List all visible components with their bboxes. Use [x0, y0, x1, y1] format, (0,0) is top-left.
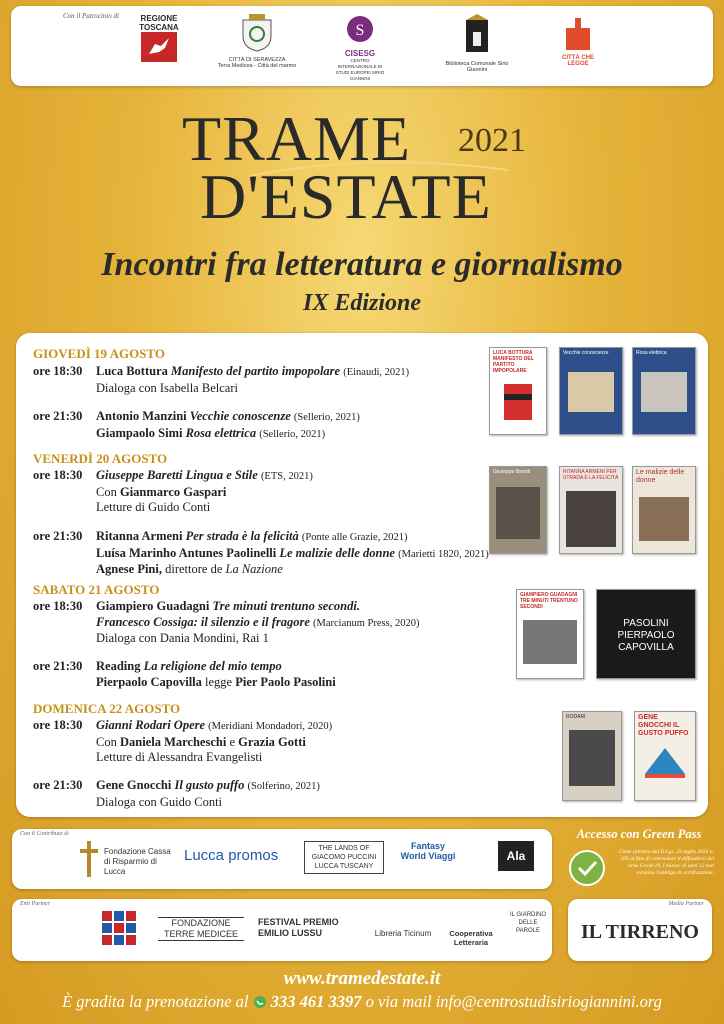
- day-heading: DOMENICA 22 AGOSTO: [33, 701, 181, 716]
- book-cover-rodari: RODARI: [562, 711, 622, 801]
- book-illustration: [490, 376, 546, 426]
- pegasus-icon: [141, 32, 177, 62]
- ala-logo: Ala: [498, 841, 534, 871]
- subtitle: Incontri fra letteratura e giornalismo: [101, 246, 623, 283]
- program-panel: [16, 333, 708, 817]
- book-illustration: [635, 740, 695, 780]
- seravezza-logo: CITTÀ DI SERAVEZZA Terra Medicea - Città del marmo: [217, 12, 297, 69]
- event-8: ore 21:30 Gene Gnocchi Il gusto puffo (Solferino, 2021) Dialoga con Guido Conti: [33, 778, 320, 809]
- biblioteca-logo: Biblioteca Comunale Sirio Giannini: [445, 14, 509, 73]
- day-heading: VENERDÌ 20 AGOSTO: [33, 451, 168, 466]
- il-tirreno-logo: IL TIRRENO: [580, 921, 699, 943]
- citta-che-legge-logo: CITTÀ CHE LEGGE: [551, 16, 605, 67]
- giardino-parole-logo: IL GIARDINO DELLE PAROLE: [509, 912, 547, 934]
- regione-toscana-logo: REGIONE TOSCANA: [135, 14, 183, 67]
- terre-medicee-logo: FONDAZIONE TERRE MEDICEE: [158, 917, 244, 941]
- green-pass-badge-icon: [568, 849, 606, 887]
- cooperativa-letteraria-logo: Cooperativa Letteraria: [449, 929, 493, 947]
- website-link[interactable]: www.tramedestate.it: [283, 968, 441, 989]
- title-line-1: TRAME: [182, 103, 411, 174]
- book-cover-gnocchi: GENE GNOCCHI IL GUSTO PUFFO: [634, 711, 696, 801]
- cross-icon: [78, 839, 100, 879]
- citta-che-legge-icon: [563, 16, 593, 50]
- event-2: ore 21:30 Antonio Manzini Vecchie conoscenze (Sellerio, 2021) Giampaolo Simi Rosa elettrica (Sellerio, 2021): [33, 409, 360, 440]
- event-4: ore 21:30 Ritanna Armeni Per strada è la felicità (Ponte alle Grazie, 2021) Luísa Marinho Antunes Paolinelli Le malizie delle donne (Marietti 1820, 2021) Agnese Pini, direttore de La Nazione: [33, 529, 489, 576]
- event-6: ore 21:30 Reading La religione del mio tempo Pierpaolo Capovilla legge Pier Paolo Pasolini: [33, 659, 336, 689]
- booking-info: È gradita la prenotazione al 333 461 3397 o via mail info@centrostudisiriogiannini.org: [62, 992, 662, 1011]
- premio-lussu-logo: FESTIVAL PREMIO EMILIO LUSSU: [258, 917, 339, 938]
- cisesg-logo: S CISESG CENTRO INTERNAZIONALE DI STUDI EUROPEI SIRIO GIANNINI: [331, 14, 389, 82]
- lucca-promos-logo: Lucca promos: [184, 847, 279, 864]
- book-cover-baretti: Giuseppe Baretti: [489, 466, 547, 554]
- title-year: 2021: [458, 122, 526, 159]
- day-heading: GIOVEDÌ 19 AGOSTO: [33, 346, 165, 361]
- book-cover-armeni: RITANNA ARMENI PER STRADA È LA FELICITÀ: [559, 466, 623, 554]
- media-partner-panel: Media Partner IL TIRRENO: [568, 899, 712, 961]
- event-time: ore 18:30: [33, 364, 83, 378]
- book-cover-simi: Rosa elettrica: [632, 347, 696, 435]
- book-cover-malizie: Le malizie delle donne: [632, 466, 696, 554]
- book-cover-manzini: Vecchie conoscenze: [559, 347, 623, 435]
- svg-text:S: S: [355, 22, 365, 39]
- title-swash: [250, 158, 510, 180]
- fantasy-world-logo: Fantasy World Viaggi: [400, 841, 456, 861]
- book-cover-pasolini: PASOLINI PIERPAOLO CAPOVILLA: [596, 589, 696, 679]
- mosaic-logo-icon: [102, 911, 146, 951]
- patrons-panel: [11, 6, 713, 86]
- edition: IX Edizione: [302, 290, 422, 316]
- libreria-ticinum-logo: Libreria Ticinum: [374, 929, 432, 938]
- biblioteca-icon: [462, 14, 492, 56]
- green-pass-notice: Accesso con Green Pass Come previsto dal D.Lgs. 23 luglio 2021 n. 105 al fine di contrastare il diffondersi del virus Covid-19. I minori di anni 12 non avranno l'obbligo di certificazione.: [564, 827, 714, 893]
- book-cover-guadagni: GIAMPIERO GUADAGNI TRE MINUTI TRENTUNO SECONDI: [516, 589, 584, 679]
- book-cover-bottura: LUCA BOTTURA MANIFESTO DEL PARTITO IMPOPOLARE: [489, 347, 547, 435]
- cisesg-icon: [345, 14, 375, 44]
- fondazione-crl-logo: Fondazione Cassa di Risparmio di Lucca: [78, 839, 178, 879]
- event-1: ore 18:30 Luca Bottura Manifesto del partito impopolare (Einaudi, 2021) Dialoga con Isabella Belcari: [33, 364, 410, 395]
- partners-panel: Enti Partner FONDAZIONE TERRE MEDICEE FESTIVAL PREMIO EMILIO LUSSU Libreria Ticinum Cooperativa Letteraria IL GIARDINO DELLE PAROLE: [12, 899, 552, 961]
- event-3: ore 18:30 Giuseppe Baretti Lingua e Stile (ETS, 2021) Con Gianmarco Gaspari Letture di Guido Conti: [33, 468, 313, 514]
- patrons-label: Con il Patrocinio di: [63, 12, 119, 20]
- title-line-2: D'ESTATE: [200, 161, 492, 232]
- event-5: ore 18:30 Giampiero Guadagni Tre minuti trentuno secondi. Francesco Cossiga: il silenzio e il fragore (Marcianum Press, 2020) Dialoga con Dania Mondini, Rai 1: [33, 599, 420, 645]
- sponsors-panel: Con il Contributo di Fondazione Cassa di Risparmio di Lucca Lucca promos THE LANDS OF GIACOMO PUCCINI LUCCA TUSCANY Fantasy World Viaggi Ala: [12, 829, 552, 889]
- phone-number[interactable]: 333 461 3397: [270, 992, 362, 1011]
- seravezza-shield-icon: [239, 12, 275, 52]
- whatsapp-icon: [253, 995, 267, 1009]
- email-text[interactable]: o via mail info@centrostudisiriogiannini.org: [365, 992, 662, 1011]
- day-heading: SABATO 21 AGOSTO: [33, 582, 160, 597]
- event-7: ore 18:30 Gianni Rodari Opere (Meridiani Mondadori, 2020) Con Daniela Marcheschi e Grazia Gotti Letture di Alessandra Evangelisti: [33, 718, 333, 764]
- puccini-logo: THE LANDS OF GIACOMO PUCCINI LUCCA TUSCANY: [304, 841, 384, 874]
